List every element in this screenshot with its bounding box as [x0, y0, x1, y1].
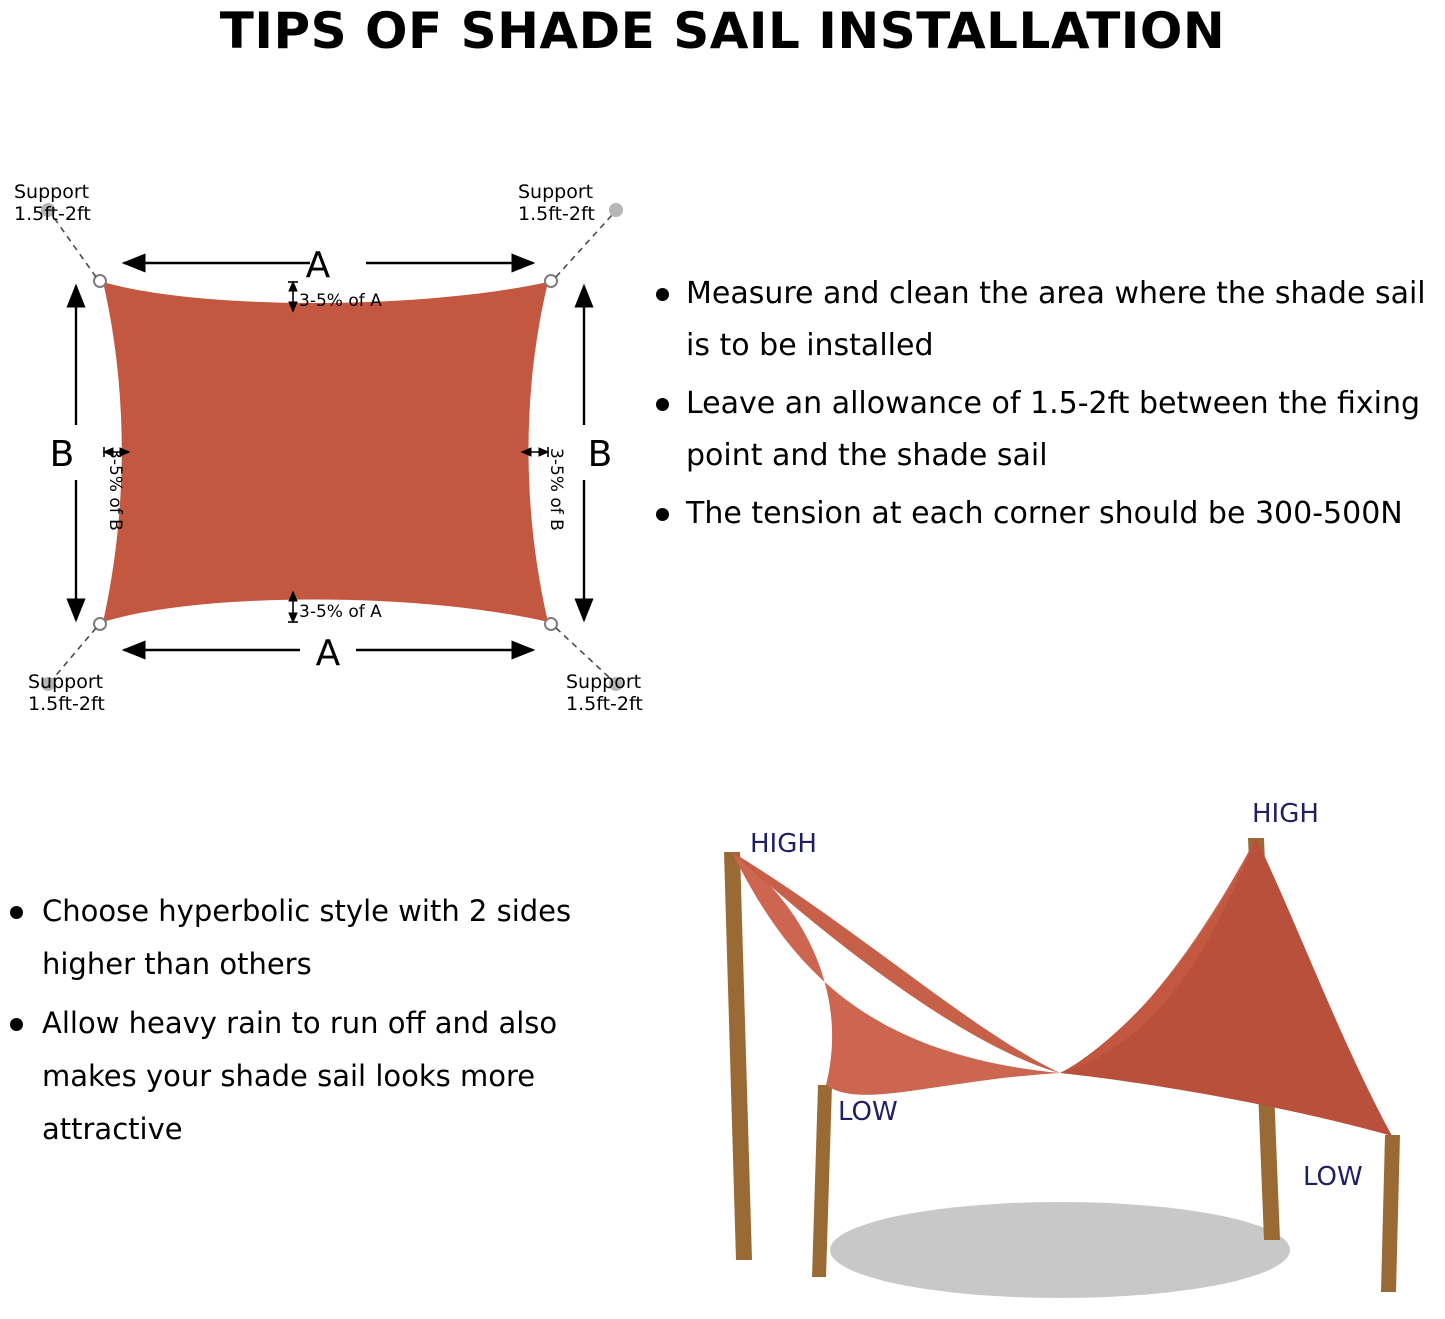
curve-label-top: 3-5% of A [299, 291, 382, 311]
support-label-bottom-left-line2: 1.5ft-2ft [28, 693, 105, 715]
post-front-right [1381, 1135, 1400, 1292]
sail-right-wing [1060, 838, 1392, 1136]
tip-item: Allow heavy rain to run off and also makes your shade sail looks more attractive [0, 997, 620, 1156]
ground-shadow [830, 1202, 1290, 1298]
curve-label-left: 3-5% of B [105, 448, 125, 531]
tip-item: Measure and clean the area where the shade sail is to be installed [648, 268, 1445, 372]
support-label-bottom-left-line1: Support [28, 671, 104, 693]
tip-item: The tension at each corner should be 300-500N [648, 488, 1445, 540]
rectangle-shade-sail-diagram [0, 160, 680, 740]
label-high-left: HIGH [750, 829, 817, 859]
side-label-left-B: B [49, 434, 75, 475]
support-label-bottom-right-line1: Support [566, 671, 642, 693]
tip-item: Choose hyperbolic style with 2 sides higher than others [0, 885, 620, 991]
tip-item: Leave an allowance of 1.5-2ft between the fixing point and the shade sail [648, 378, 1445, 482]
support-label-top-right-line1: Support [518, 181, 594, 203]
label-low-left: LOW [838, 1097, 898, 1127]
label-low-right: LOW [1303, 1162, 1363, 1192]
side-label-right-B: B [587, 434, 613, 475]
post-back-left [724, 852, 752, 1260]
curve-label-bottom: 3-5% of A [299, 602, 382, 622]
support-label-top-left-line2: 1.5ft-2ft [14, 203, 91, 225]
hyperbolic-shade-sail-diagram [640, 780, 1445, 1319]
hyperbolic-tips-list [0, 885, 620, 1162]
support-label-top-right-line2: 1.5ft-2ft [518, 203, 595, 225]
sail-shape [103, 282, 548, 622]
curve-label-right: 3-5% of B [546, 448, 566, 531]
side-label-top-A: A [305, 245, 331, 286]
support-label-top-left-line1: Support [14, 181, 90, 203]
installation-tips-list [648, 268, 1445, 546]
support-label-bottom-right-line2: 1.5ft-2ft [566, 693, 643, 715]
label-high-right: HIGH [1252, 799, 1319, 829]
post-front-left [812, 1085, 832, 1277]
side-label-bottom-A: A [315, 633, 341, 674]
page-title: TIPS OF SHADE SAIL INSTALLATION [219, 2, 1226, 60]
